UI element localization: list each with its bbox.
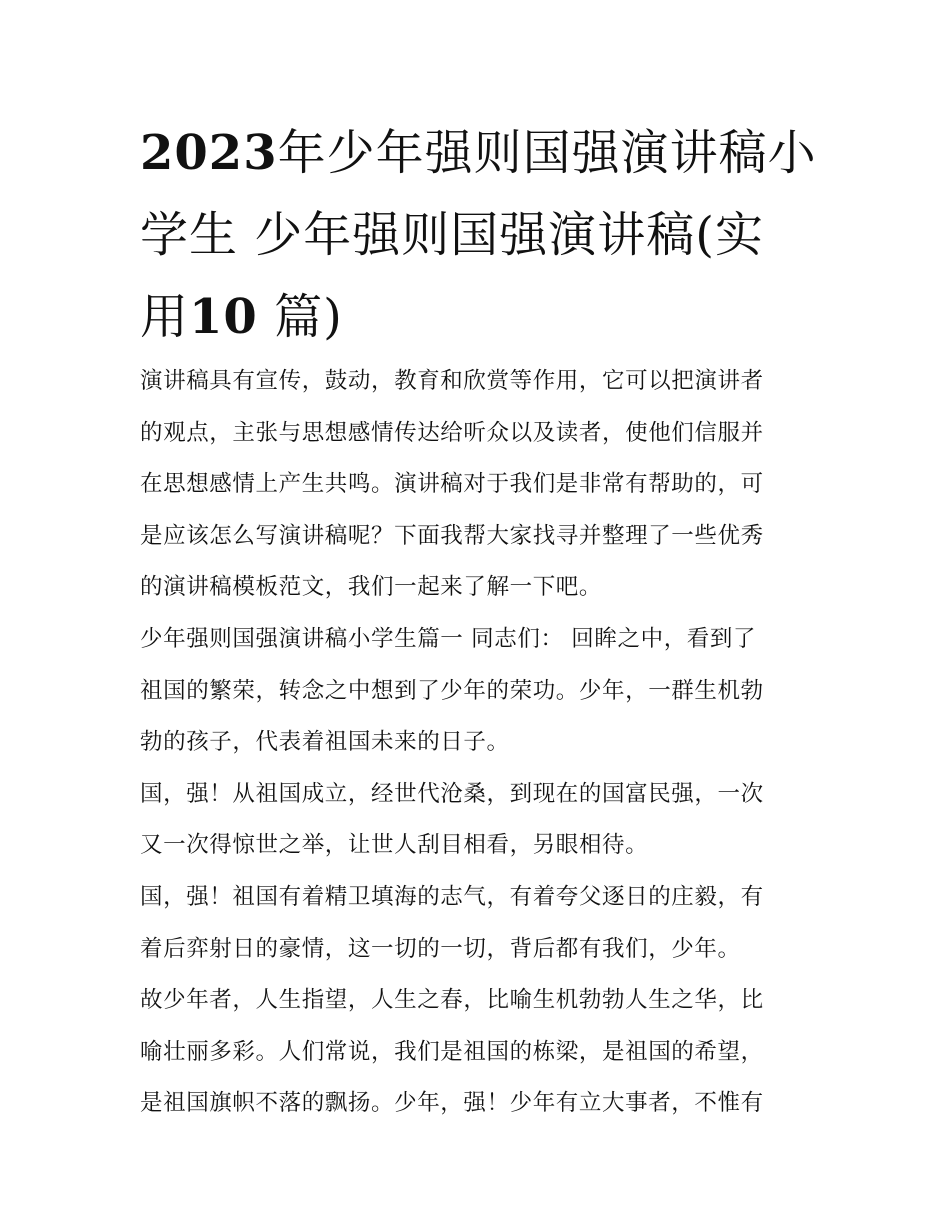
body-line: 是应该怎么写演讲稿呢？下面我帮大家找寻并整理了一些优秀 <box>140 522 764 549</box>
paragraph-nation-strong-2 <box>140 872 820 975</box>
title-line-3-suffix: 篇) <box>257 289 343 345</box>
body-line: 祖国的繁荣，转念之中想到了少年的荣功。少年，一群生机勃 <box>140 677 764 704</box>
body-line: 演讲稿具有宣传，鼓动，教育和欣赏等作用，它可以把演讲者 <box>140 368 764 394</box>
body-line: 勃的孩子，代表着祖国未来的日子。 <box>140 729 510 756</box>
body-line: 着后弈射日的豪情，这一切的一切，背后都有我们，少年。 <box>140 935 741 962</box>
document-title <box>140 112 820 358</box>
paragraph-intro <box>140 356 820 614</box>
body-line: 又一次得惊世之举，让世人刮目相看，另眼相待。 <box>140 832 649 859</box>
title-line-1-text: 年少年强则国强演讲稿小 <box>277 125 817 181</box>
body-line: 的演讲稿模板范文，我们一起来了解一下吧。 <box>140 574 603 601</box>
paragraph-youth <box>140 975 820 1130</box>
title-line-2 <box>140 194 820 276</box>
body-line: 在思想感情上产生共鸣。演讲稿对于我们是非常有帮助的，可 <box>140 471 764 498</box>
paragraph-nation-strong-1 <box>140 769 820 872</box>
body-line: 是祖国旗帜不落的飘扬。少年，强！少年有立大事者，不惟有 <box>140 1090 764 1117</box>
paragraph-speech-opening <box>140 614 820 769</box>
document-body <box>140 356 820 1130</box>
body-line: 的观点，主张与思想感情传达给听众以及读者，使他们信服并 <box>140 419 764 446</box>
title-line-3 <box>140 276 820 358</box>
title-year: 2023 <box>140 125 278 181</box>
title-line-2-text: 学生 少年强则国强演讲稿(实 <box>140 207 764 263</box>
body-line: 国，强！祖国有着精卫填海的志气，有着夸父逐日的庄毅，有 <box>140 883 764 910</box>
body-line: 故少年者，人生指望，人生之春，比喻生机勃勃人生之华，比 <box>140 987 764 1014</box>
title-count: 10 <box>189 289 258 345</box>
title-line-3-prefix: 用 <box>140 289 190 345</box>
body-line: 喻壮丽多彩。人们常说，我们是祖国的栋梁，是祖国的希望， <box>140 1038 764 1065</box>
title-line-1 <box>140 112 820 194</box>
body-line: 少年强则国强演讲稿小学生篇一 同志们： 回眸之中，看到了 <box>140 625 757 652</box>
body-line: 国，强！从祖国成立，经世代沧桑，到现在的国富民强，一次 <box>140 780 764 807</box>
